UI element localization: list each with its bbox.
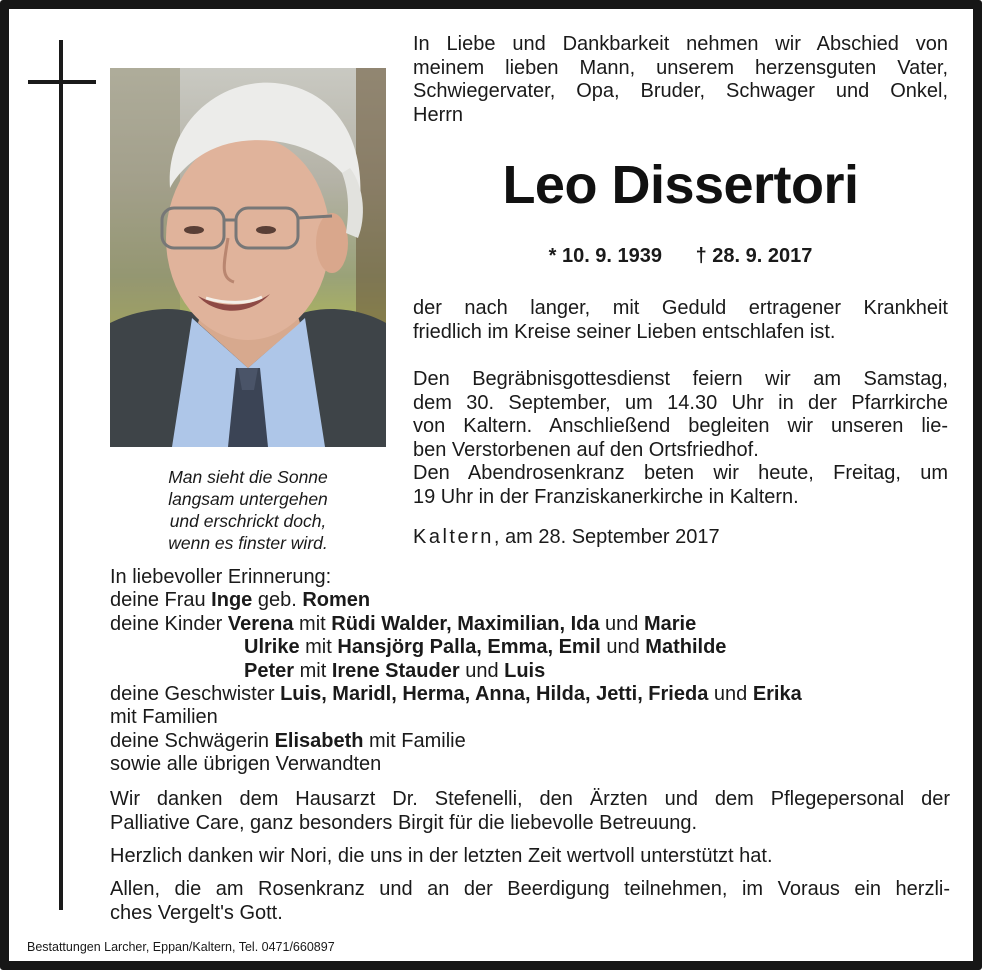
thanks-line: Allen, die am Rosenkranz und an der Beerdigung teilnehmen, im Voraus ein herzli- (110, 878, 950, 900)
thanks-line: ches Vergelt's Gott. (110, 901, 283, 924)
thanks-doctors (110, 788, 950, 835)
death-date: † 28. 9. 2017 (695, 245, 813, 267)
thanks-all (110, 878, 950, 925)
life-dates (413, 245, 948, 268)
quote-verse (110, 466, 386, 554)
intro-text (413, 33, 948, 127)
funeral-text (413, 368, 948, 509)
quote-line: wenn es finster wird. (168, 533, 328, 553)
funeral-line: Den Begräbnisgottesdienst feiern wir am Samstag, (413, 368, 948, 390)
funeral-line: dem 30. September, um 14.30 Uhr in der Pfarrkirche (413, 391, 948, 414)
deceased-name: Leo Dissertori (502, 155, 859, 215)
funeral-home-footer: Bestattungen Larcher, Eppan/Kaltern, Tel. 0471/660897 (27, 940, 335, 954)
intro-line: Schwiegervater, Opa, Bruder, Schwager und Onkel, (413, 80, 948, 102)
family-list (110, 566, 950, 777)
thanks-nori (110, 845, 950, 869)
place-date (413, 526, 720, 549)
quote-line: und erschrickt doch, (169, 511, 327, 531)
birth-date: * 10. 9. 1939 (548, 245, 663, 267)
family-relatives: sowie alle übrigen Verwandten (110, 753, 382, 776)
family-child: Peter mit Irene Stauder und Luis (244, 659, 546, 682)
funeral-line: Den Abendrosenkranz beten wir heute, Freitag, um (413, 462, 948, 484)
portrait-photo (110, 68, 386, 447)
family-wife: deine Frau Inge geb. Romen (110, 589, 371, 612)
intro-line: Herrn (413, 103, 464, 126)
family-siblings-families: mit Familien (110, 706, 218, 729)
place-city: Kaltern (413, 526, 494, 548)
family-child: Ulrike mit Hansjörg Palla, Emma, Emil und Mathilde (244, 636, 727, 659)
funeral-line: von Kaltern. Anschließend begleiten wir unseren lie- (413, 415, 948, 437)
intro-line: meinem lieben Mann, unserem herzensguten Vater, (413, 56, 948, 79)
cross-icon-bar (28, 80, 96, 84)
cross-icon (59, 40, 63, 910)
illness-line: friedlich im Kreise seiner Lieben entschlafen ist. (413, 320, 836, 343)
family-child: deine Kinder Verena mit Rüdi Walder, Maximilian, Ida und Marie (110, 612, 697, 635)
illness-line: der nach langer, mit Geduld ertragener Krankheit (413, 297, 948, 319)
quote-line: Man sieht die Sonne (168, 467, 328, 487)
quote-line: langsam untergehen (168, 489, 328, 509)
family-heading: In liebevoller Erinnerung: (110, 566, 332, 588)
family-siblings: deine Geschwister Luis, Maridl, Herma, Anna, Hilda, Jetti, Frieda und Erika (110, 683, 802, 706)
funeral-line: ben Verstorbenen auf den Ortsfriedhof. (413, 438, 759, 461)
funeral-line: 19 Uhr in der Franziskanerkirche in Kaltern. (413, 485, 799, 508)
thanks-line: Herzlich danken wir Nori, die uns in der letzten Zeit wertvoll unterstützt hat. (110, 845, 773, 867)
thanks-line: Palliative Care, ganz besonders Birgit für die liebevolle Betreuung. (110, 811, 698, 834)
place-date-text: , am 28. September 2017 (493, 526, 720, 548)
family-sister-in-law: deine Schwägerin Elisabeth mit Familie (110, 729, 466, 752)
intro-line: In Liebe und Dankbarkeit nehmen wir Abschied von (413, 33, 948, 55)
thanks-line: Wir danken dem Hausarzt Dr. Stefenelli, den Ärzten und dem Pflegepersonal der (110, 788, 950, 810)
illness-text (413, 297, 948, 344)
